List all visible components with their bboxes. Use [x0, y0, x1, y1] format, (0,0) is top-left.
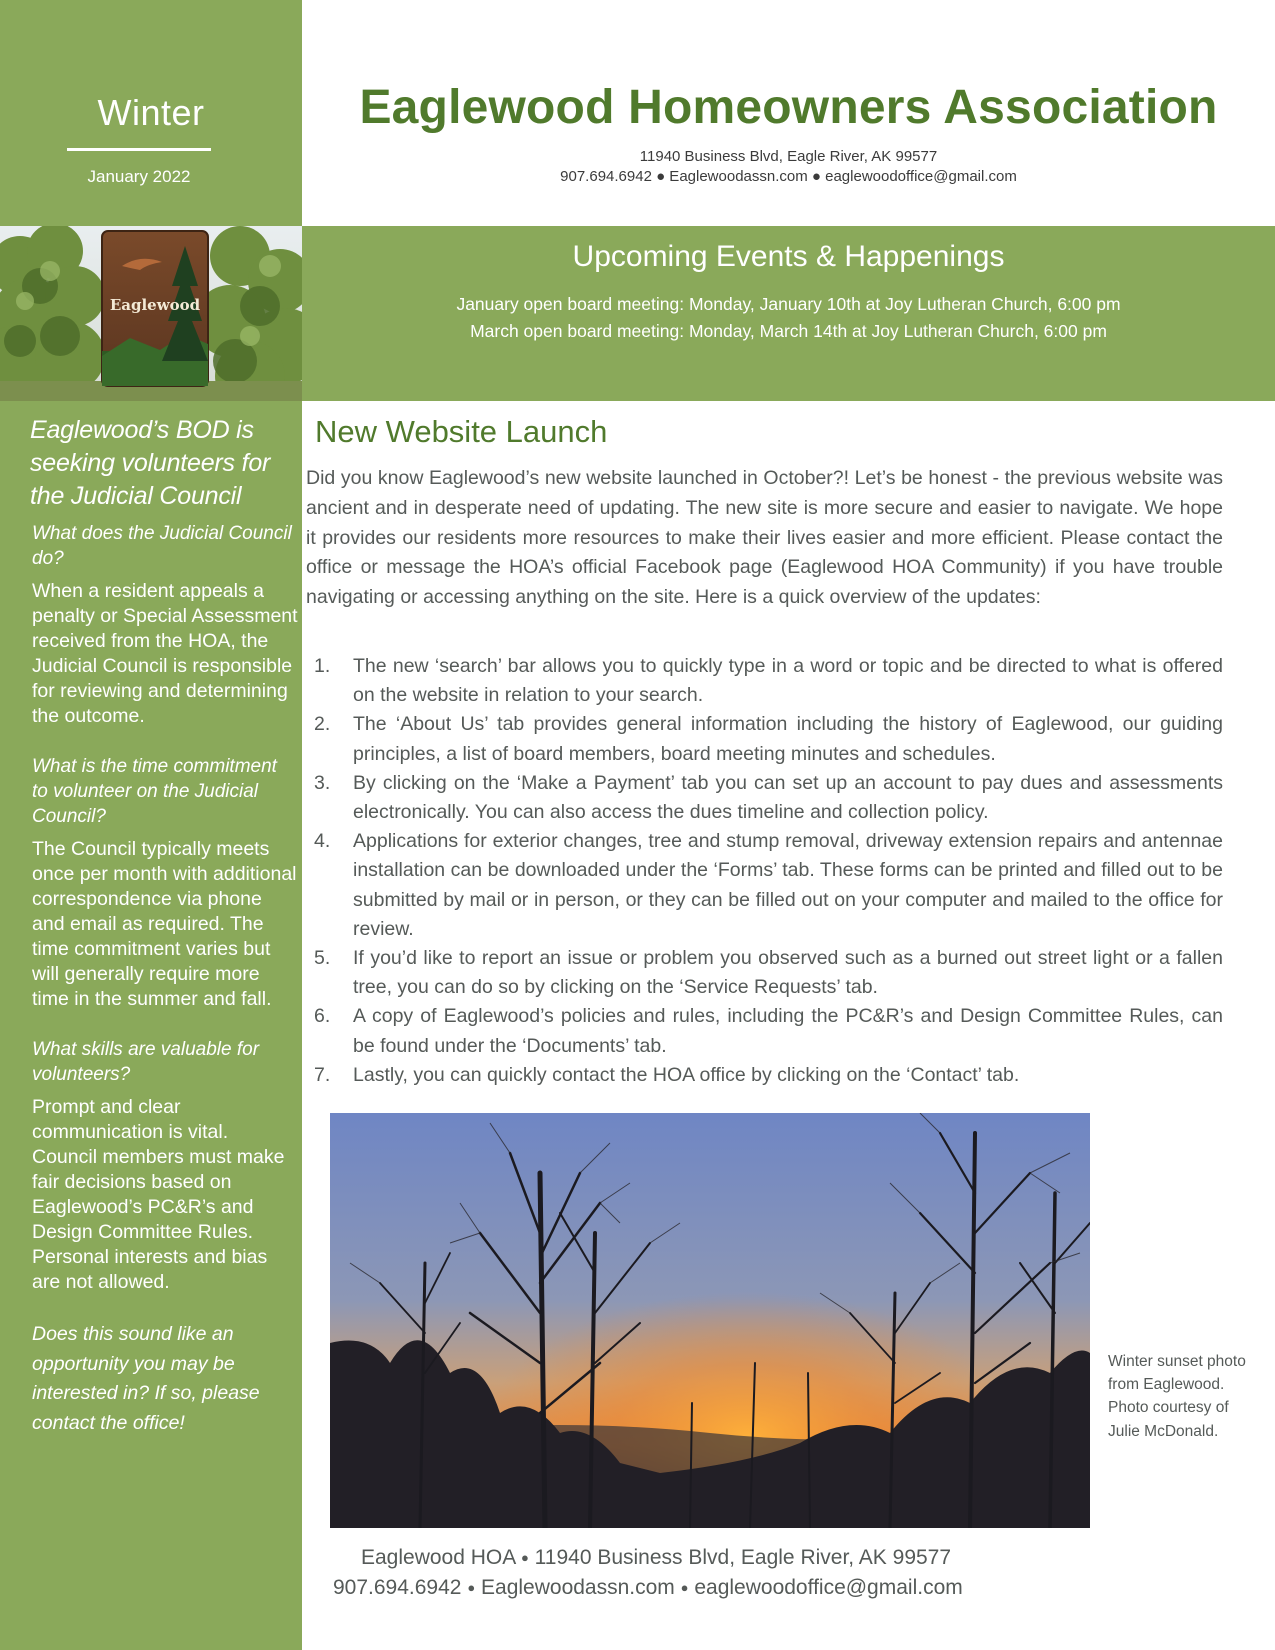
- footer-separator: ●: [680, 1580, 689, 1595]
- list-item: [306, 827, 1223, 944]
- footer-org: Eaglewood HOA: [361, 1546, 516, 1569]
- volunteer-closing: Does this sound like an opportunity you may be interested in? If so, please contact the office!: [32, 1323, 260, 1434]
- list-item: [306, 1061, 1223, 1090]
- list-item: [306, 1002, 1223, 1060]
- list-number: 2.: [314, 713, 331, 736]
- volunteer-heading: Eaglewood’s BOD is seeking volunteers for the Judicial Council: [30, 416, 271, 510]
- season-label: Winter: [97, 92, 205, 133]
- question-judicial-role: What does the Judicial Council do?: [32, 523, 292, 569]
- list-number: 5.: [314, 947, 331, 970]
- list-number: 4.: [314, 830, 331, 853]
- list-text: The new ‘search’ bar allows you to quickly type in a word or topic and be directed to what is offered on the website in relation to your search.: [353, 655, 1223, 707]
- list-text: Lastly, you can quickly contact the HOA office by clicking on the ‘Contact’ tab.: [353, 1063, 1020, 1086]
- list-text: A copy of Eaglewood’s policies and rules, including the PC&R’s and Design Committee Rules, can be found under the ‘Documents’ tab.: [353, 1005, 1223, 1057]
- sign-text: Eaglewood: [109, 296, 201, 314]
- issue-masthead: [0, 0, 302, 226]
- answer-judicial-role: When a resident appeals a penalty or Special Assessment received from the HOA, the Judicial Council is responsible for reviewing and determining the outcome.: [32, 580, 298, 727]
- list-text: The ‘About Us’ tab provides general information including the history of Eaglewood, our guiding principles, a list of board members, board meeting minutes and schedules.: [353, 713, 1223, 765]
- season-divider: [67, 148, 211, 151]
- footer-contact: [333, 1576, 963, 1600]
- volunteer-callout: [30, 414, 298, 1438]
- answer-skills: Prompt and clear communication is vital. Council members must make fair decisions based on Eaglewood’s PC&R’s and Design Committee Rules. Personal interests and bias are not allowed.: [32, 1096, 285, 1293]
- event-item: January open board meeting: Monday, January 10th at Joy Lutheran Church, 6:00 pm: [456, 294, 1121, 314]
- newsletter-title: Eaglewood Homeowners Association: [359, 81, 1218, 134]
- article-title: New Website Launch: [315, 414, 608, 449]
- list-item: [306, 944, 1223, 1002]
- list-text: Applications for exterior changes, tree and stump removal, driveway extension repairs and antennae installation can be downloaded under the ‘Forms’ tab. These forms can be printed and filled out to be submitted by mail or in person, or they can be filled out on your computer and mailed to the office for review.: [353, 830, 1223, 940]
- list-item: [306, 769, 1223, 827]
- list-item: [306, 652, 1223, 710]
- list-number: 1.: [314, 655, 331, 677]
- website-updates-list: [306, 652, 1223, 1090]
- list-number: 3.: [314, 771, 331, 794]
- header-address: 11940 Business Blvd, Eagle River, AK 99577: [639, 148, 938, 165]
- events-title: Upcoming Events & Happenings: [572, 240, 1005, 273]
- list-item: [306, 710, 1223, 768]
- footer-street: 11940 Business Blvd, Eagle River, AK 99577: [534, 1546, 952, 1569]
- article-intro: Did you know Eaglewood’s new website launched in October?! Let’s be honest - the previous website was ancient and in desperate need of updating. The new site is more secure and easier to navigate. We hope it provides our residents more resources to make their lives easier and more efficient. Please contact the office or message the HOA’s official Facebook page (Eaglewood HOA Community) if you have trouble navigating or accessing anything on the site. Here is a quick overview of the updates:: [306, 467, 1223, 609]
- footer-separator: ●: [520, 1550, 529, 1565]
- list-number: 6.: [314, 1005, 331, 1028]
- question-skills: What skills are valuable for volunteers?: [32, 1039, 260, 1085]
- event-item: March open board meeting: Monday, March 14th at Joy Lutheran Church, 6:00 pm: [470, 321, 1107, 341]
- header-contact: 907.694.6942 ● Eaglewoodassn.com ● eaglewoodoffice@gmail.com: [560, 168, 1017, 185]
- footer-address: [361, 1546, 951, 1570]
- eaglewood-sign-photo: [0, 226, 302, 401]
- photo-caption: Winter sunset photo from Eaglewood. Photo courtesy of Julie McDonald.: [1108, 1353, 1246, 1440]
- winter-sunset-photo: [330, 1113, 1090, 1528]
- list-number: 7.: [314, 1063, 331, 1086]
- question-time-commitment: What is the time commitment to volunteer on the Judicial Council?: [32, 756, 277, 827]
- list-text: If you’d like to report an issue or problem you observed such as a burned out street light or a fallen tree, you can do so by clicking on the ‘Service Requests’ tab.: [353, 947, 1223, 999]
- footer-website: Eaglewoodassn.com: [481, 1576, 675, 1599]
- footer-separator: ●: [467, 1580, 476, 1595]
- events-banner: [302, 226, 1275, 401]
- issue-date: January 2022: [87, 167, 191, 186]
- footer-phone: 907.694.6942: [333, 1576, 462, 1599]
- footer-email: eaglewoodoffice@gmail.com: [694, 1576, 963, 1599]
- answer-time-commitment: The Council typically meets once per month with additional correspondence via phone and email as required. The time commitment varies but will generally require more time in the summer and fall.: [32, 838, 297, 1010]
- list-text: By clicking on the ‘Make a Payment’ tab you can set up an account to pay dues and assessments electronically. You can also access the dues timeline and collection policy.: [353, 771, 1223, 824]
